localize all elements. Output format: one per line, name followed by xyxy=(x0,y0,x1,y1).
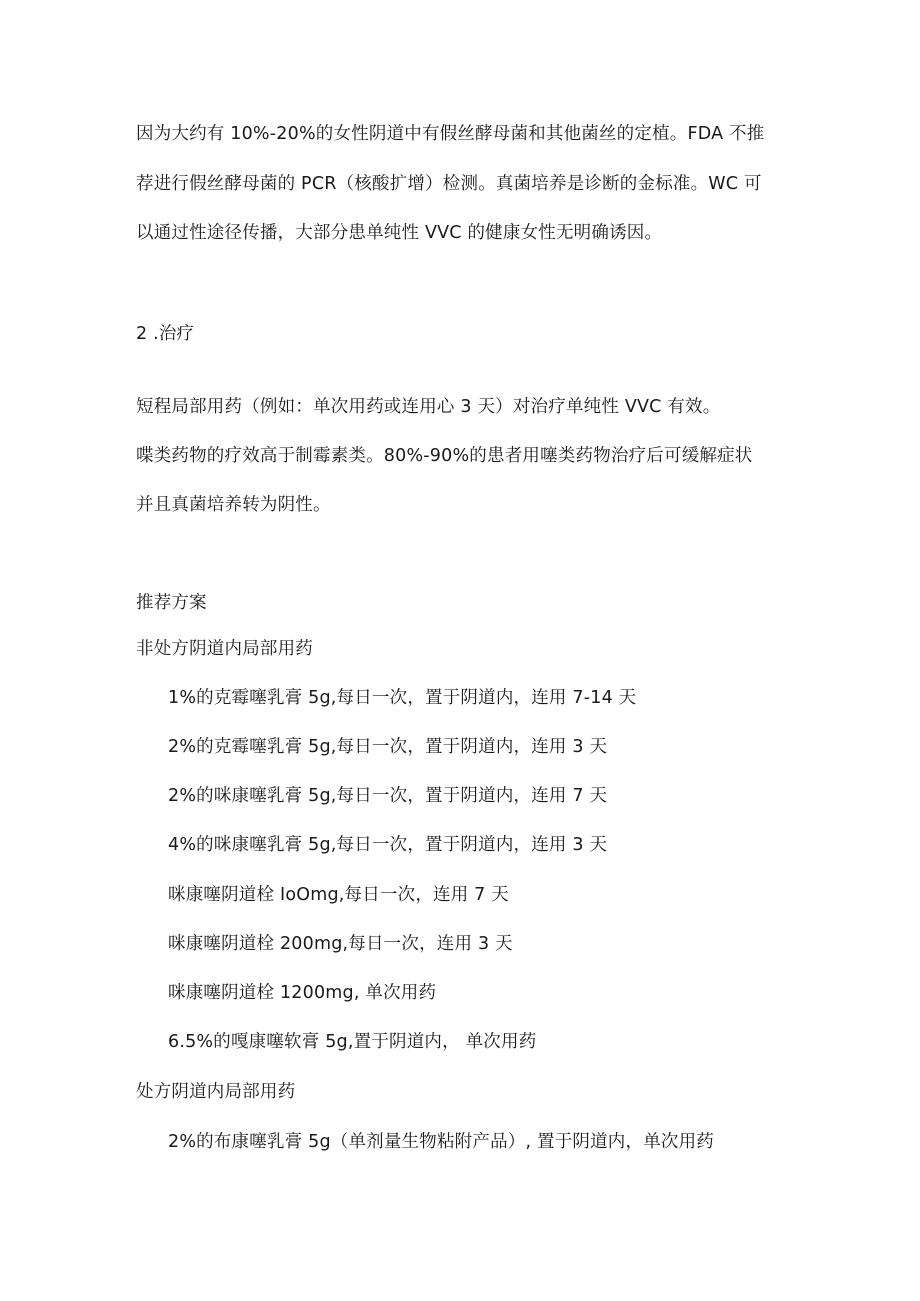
otc-item: 咪康噻阴道栓 1200mg, 单次用药 xyxy=(168,983,437,1003)
paragraph1-line-3: 以通过性途径传播，大部分患单纯性 VVC 的健康女性无明确诱因。 xyxy=(136,223,663,243)
otc-heading: 非处方阴道内局部用药 xyxy=(136,639,313,659)
section-heading-treatment: 2 .治疗 xyxy=(136,324,195,344)
otc-item: 6.5%的嘎康噻软膏 5g,置于阴道内， 单次用药 xyxy=(168,1032,537,1052)
paragraph1-line-1: 因为大约有 10%-20%的女性阴道中有假丝酵母菌和其他菌丝的定植。FDA 不推 xyxy=(136,124,765,144)
paragraph1-line-2: 荐进行假丝酵母菌的 PCR（核酸扩增）检测。真菌培养是诊断的金标准。WC 可 xyxy=(136,174,762,194)
otc-item: 2%的咪康噻乳膏 5g,每日一次，置于阴道内，连用 7 天 xyxy=(168,786,608,806)
paragraph2-line-3: 并且真菌培养转为阴性。 xyxy=(136,495,331,515)
otc-item: 2%的克霉噻乳膏 5g,每日一次，置于阴道内，连用 3 天 xyxy=(168,737,608,757)
paragraph2-line-2: 喋类药物的疗效高于制霉素类。80%-90%的患者用噻类药物治疗后可缓解症状 xyxy=(136,446,753,466)
paragraph2-line-1: 短程局部用药（例如：单次用药或连用心 3 天）对治疗单纯性 VVC 有效。 xyxy=(136,397,721,417)
otc-item: 咪康噻阴道栓 IoOmg,每日一次，连用 7 天 xyxy=(168,885,509,905)
otc-item: 咪康噻阴道栓 200mg,每日一次，连用 3 天 xyxy=(168,934,513,954)
recommended-heading: 推荐方案 xyxy=(136,593,207,613)
otc-item: 1%的克霉噻乳膏 5g,每日一次，置于阴道内，连用 7-14 天 xyxy=(168,688,637,708)
rx-item: 2%的布康噻乳膏 5g（单剂量生物粘附产品）, 置于阴道内，单次用药 xyxy=(168,1132,714,1152)
rx-heading: 处方阴道内局部用药 xyxy=(136,1082,296,1102)
otc-item: 4%的咪康噻乳膏 5g,每日一次，置于阴道内，连用 3 天 xyxy=(168,835,608,855)
